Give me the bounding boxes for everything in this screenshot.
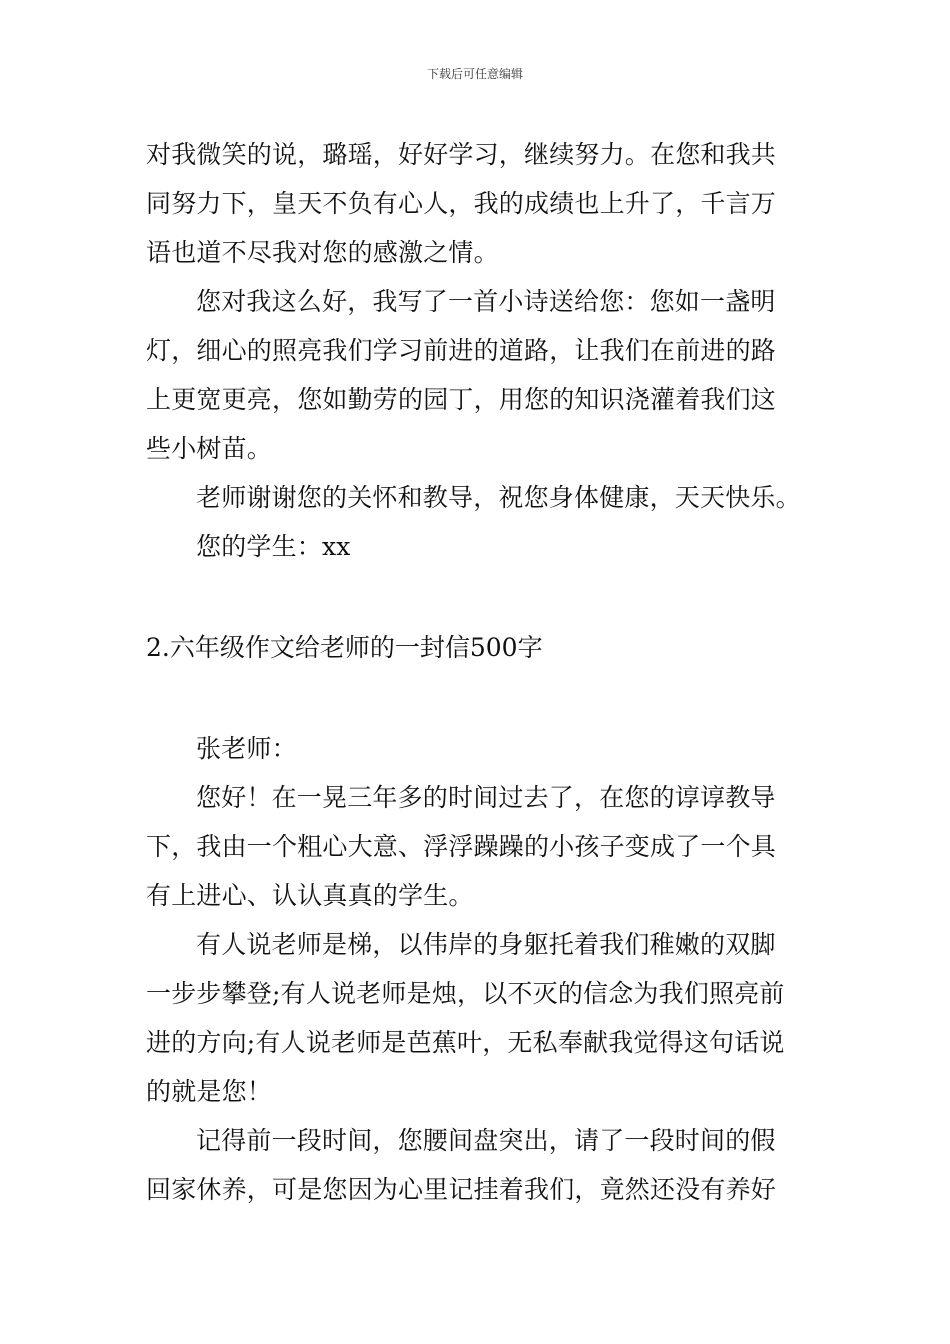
text-line: 灯，细心的照亮我们学习前进的道路，让我们在前进的路 [146,336,777,365]
text-line: 回家休养，可是您因为心里记挂着我们，竟然还没有养好 [146,1175,777,1204]
paragraph [146,1116,806,1214]
text-line: 您好！在一晃三年多的时间过去了，在您的谆谆教导 [196,783,776,812]
paragraph: 老师谢谢您的关怀和教导，祝您身体健康，天天快乐。 [196,483,801,512]
text-line: 些小树苗。 [146,434,273,463]
text-line: 有上进心、认认真真的学生。 [146,881,474,910]
paragraph [146,920,806,1116]
text-line: 语也道不尽我对您的感激之情。 [146,238,499,267]
paragraph [146,277,806,473]
text-line: 您对我这么好，我写了一首小诗送给您：您如一盏明 [196,287,776,316]
text-line: 上更宽更亮，您如勤劳的园丁，用您的知识浇灌着我们这 [146,385,777,414]
text-line: 对我微笑的说，璐瑶，好好学习，继续努力。在您和我共 [146,140,777,169]
text-line: 同努力下，皇天不负有心人，我的成绩也上升了，千言万 [146,189,777,218]
section-title: 2.六年级作文给老师的一封信500字 [146,633,543,662]
page-header: 下载后可任意编辑 [426,67,523,81]
text-line: 的就是您！ [146,1077,273,1106]
text-line: 进的方向;有人说老师是芭蕉叶，无私奉献我觉得这句话说 [146,1028,785,1057]
text-line: 一步步攀登;有人说老师是烛，以不灭的信念为我们照亮前 [146,979,785,1008]
signature: 您的学生：xx [196,532,351,561]
text-line: 记得前一段时间，您腰间盘突出，请了一段时间的假 [196,1126,776,1155]
paragraph [146,130,806,277]
text-line: 有人说老师是梯，以伟岸的身躯托着我们稚嫩的双脚 [196,930,776,959]
document-body [146,130,806,1214]
paragraph [146,773,806,920]
salutation: 张老师： [196,734,297,763]
text-line: 下，我由一个粗心大意、浮浮躁躁的小孩子变成了一个具 [146,832,777,861]
